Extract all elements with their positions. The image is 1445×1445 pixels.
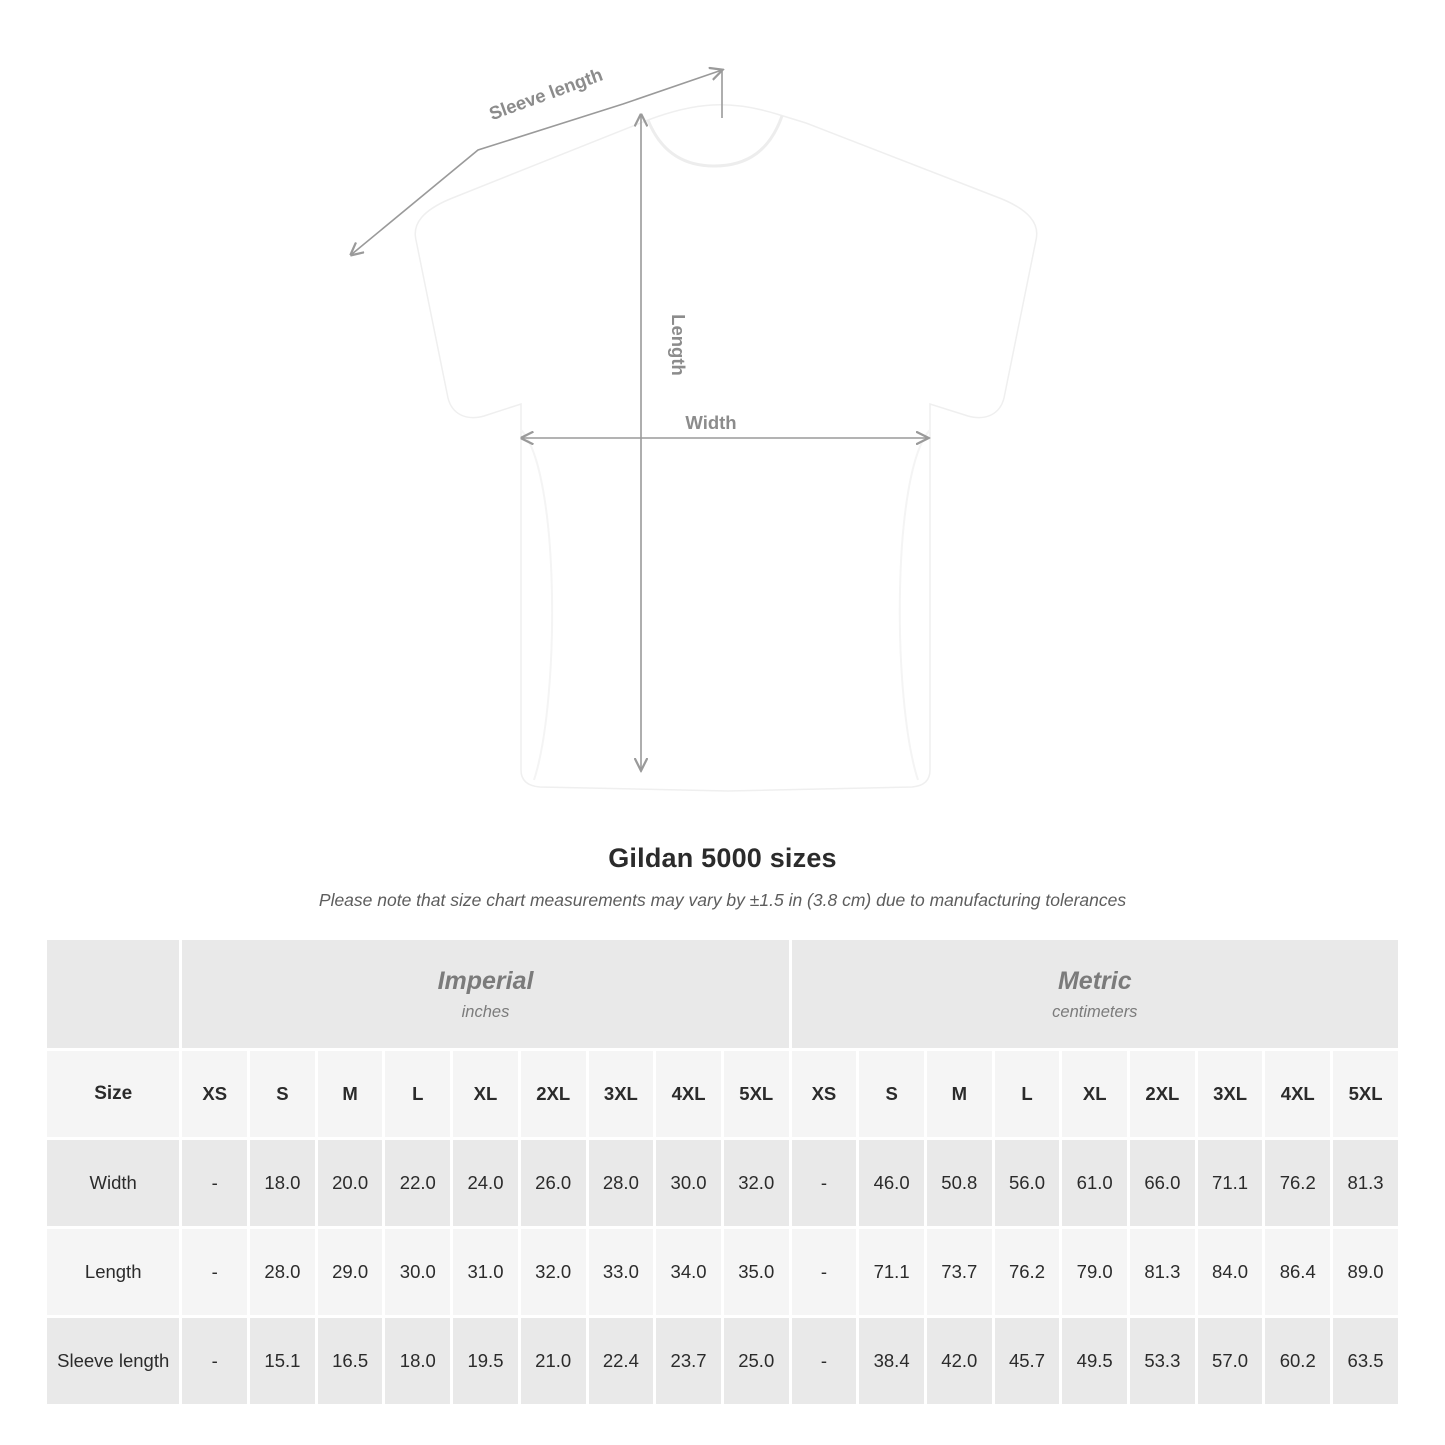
row-label-width: Width <box>46 1139 181 1228</box>
size-header-metric-5xl: 5XL <box>1332 1050 1400 1139</box>
size-header-imperial-5xl: 5XL <box>722 1050 790 1139</box>
cell-width-metric-4xl: 76.2 <box>1264 1139 1332 1228</box>
length-label: Length <box>668 314 689 376</box>
cell-length-imperial-l: 30.0 <box>384 1228 452 1317</box>
size-header-metric-4xl: 4XL <box>1264 1050 1332 1139</box>
unit-header-row <box>46 939 1400 1050</box>
cell-length-imperial-3xl: 33.0 <box>587 1228 655 1317</box>
cell-sleeve-metric-2xl: 53.3 <box>1129 1317 1197 1406</box>
cell-length-metric-5xl: 89.0 <box>1332 1228 1400 1317</box>
cell-sleeve-imperial-3xl: 22.4 <box>587 1317 655 1406</box>
size-header-imperial-xl: XL <box>452 1050 520 1139</box>
cell-sleeve-imperial-5xl: 25.0 <box>722 1317 790 1406</box>
cell-sleeve-imperial-4xl: 23.7 <box>655 1317 723 1406</box>
unit-name-imperial: Imperial <box>437 966 534 995</box>
tolerance-note: Please note that size chart measurements may vary by ±1.5 in (3.8 cm) due to manufacturing tolerances <box>318 890 1127 910</box>
cell-length-metric-l: 76.2 <box>993 1228 1061 1317</box>
size-header-metric-s: S <box>858 1050 926 1139</box>
table-row <box>46 1317 1400 1406</box>
cell-width-imperial-s: 18.0 <box>249 1139 317 1228</box>
cell-length-imperial-4xl: 34.0 <box>655 1228 723 1317</box>
unit-header-imperial <box>181 939 790 1050</box>
size-table <box>44 937 1401 1407</box>
title-block <box>0 825 1445 911</box>
size-header-metric-xs: XS <box>790 1050 858 1139</box>
size-header-row <box>46 1050 1400 1139</box>
cell-sleeve-metric-m: 42.0 <box>925 1317 993 1406</box>
cell-sleeve-imperial-s: 15.1 <box>249 1317 317 1406</box>
cell-width-imperial-m: 20.0 <box>316 1139 384 1228</box>
cell-sleeve-metric-l: 45.7 <box>993 1317 1061 1406</box>
cell-width-imperial-4xl: 30.0 <box>655 1139 723 1228</box>
cell-length-metric-2xl: 81.3 <box>1129 1228 1197 1317</box>
size-header-metric-2xl: 2XL <box>1129 1050 1197 1139</box>
size-header-metric-l: L <box>993 1050 1061 1139</box>
unit-sub-imperial: inches <box>461 1003 510 1022</box>
cell-length-metric-4xl: 86.4 <box>1264 1228 1332 1317</box>
unit-header-spacer <box>46 939 181 1050</box>
cell-width-metric-l: 56.0 <box>993 1139 1061 1228</box>
cell-width-imperial-xl: 24.0 <box>452 1139 520 1228</box>
cell-width-imperial-l: 22.0 <box>384 1139 452 1228</box>
cell-sleeve-metric-5xl: 63.5 <box>1332 1317 1400 1406</box>
size-header-metric-m: M <box>925 1050 993 1139</box>
cell-sleeve-metric-xl: 49.5 <box>1061 1317 1129 1406</box>
cell-length-metric-xs: - <box>790 1228 858 1317</box>
size-header-imperial-xs: XS <box>181 1050 249 1139</box>
size-header-imperial-4xl: 4XL <box>655 1050 723 1139</box>
cell-width-imperial-3xl: 28.0 <box>587 1139 655 1228</box>
cell-length-imperial-m: 29.0 <box>316 1228 384 1317</box>
cell-length-metric-3xl: 84.0 <box>1196 1228 1264 1317</box>
cell-width-metric-m: 50.8 <box>925 1139 993 1228</box>
cell-length-imperial-s: 28.0 <box>249 1228 317 1317</box>
width-label: Width <box>685 412 737 433</box>
size-table-wrap <box>44 937 1401 1407</box>
size-header-metric-xl: XL <box>1061 1050 1129 1139</box>
cell-sleeve-metric-3xl: 57.0 <box>1196 1317 1264 1406</box>
cell-sleeve-metric-xs: - <box>790 1317 858 1406</box>
cell-length-imperial-5xl: 35.0 <box>722 1228 790 1317</box>
size-header-label: Size <box>46 1050 181 1139</box>
table-row <box>46 1228 1400 1317</box>
cell-width-metric-s: 46.0 <box>858 1139 926 1228</box>
size-header-imperial-2xl: 2XL <box>519 1050 587 1139</box>
cell-length-imperial-2xl: 32.0 <box>519 1228 587 1317</box>
cell-width-metric-5xl: 81.3 <box>1332 1139 1400 1228</box>
cell-length-imperial-xl: 31.0 <box>452 1228 520 1317</box>
cell-length-metric-m: 73.7 <box>925 1228 993 1317</box>
cell-width-imperial-5xl: 32.0 <box>722 1139 790 1228</box>
cell-sleeve-metric-4xl: 60.2 <box>1264 1317 1332 1406</box>
cell-sleeve-imperial-xl: 19.5 <box>452 1317 520 1406</box>
size-header-imperial-l: L <box>384 1050 452 1139</box>
page-title: Gildan 5000 sizes <box>608 843 837 873</box>
size-header-metric-3xl: 3XL <box>1196 1050 1264 1139</box>
size-header-imperial-3xl: 3XL <box>587 1050 655 1139</box>
cell-width-imperial-2xl: 26.0 <box>519 1139 587 1228</box>
cell-width-metric-2xl: 66.0 <box>1129 1139 1197 1228</box>
cell-width-metric-xl: 61.0 <box>1061 1139 1129 1228</box>
cell-width-metric-xs: - <box>790 1139 858 1228</box>
cell-width-imperial-xs: - <box>181 1139 249 1228</box>
row-label-length: Length <box>46 1228 181 1317</box>
cell-length-metric-s: 71.1 <box>858 1228 926 1317</box>
tshirt-shape <box>415 105 1037 791</box>
unit-sub-metric: centimeters <box>1052 1003 1138 1022</box>
cell-sleeve-imperial-m: 16.5 <box>316 1317 384 1406</box>
size-header-imperial-m: M <box>316 1050 384 1139</box>
cell-sleeve-imperial-l: 18.0 <box>384 1317 452 1406</box>
cell-length-metric-xl: 79.0 <box>1061 1228 1129 1317</box>
row-label-sleeve-length: Sleeve length <box>46 1317 181 1406</box>
cell-sleeve-imperial-2xl: 21.0 <box>519 1317 587 1406</box>
size-header-imperial-s: S <box>249 1050 317 1139</box>
cell-length-imperial-xs: - <box>181 1228 249 1317</box>
table-row <box>46 1139 1400 1228</box>
sleeve-length-label: Sleeve length <box>486 63 606 125</box>
unit-header-metric <box>790 939 1399 1050</box>
cell-sleeve-imperial-xs: - <box>181 1317 249 1406</box>
cell-sleeve-metric-s: 38.4 <box>858 1317 926 1406</box>
unit-name-metric: Metric <box>1057 966 1132 995</box>
cell-width-metric-3xl: 71.1 <box>1196 1139 1264 1228</box>
